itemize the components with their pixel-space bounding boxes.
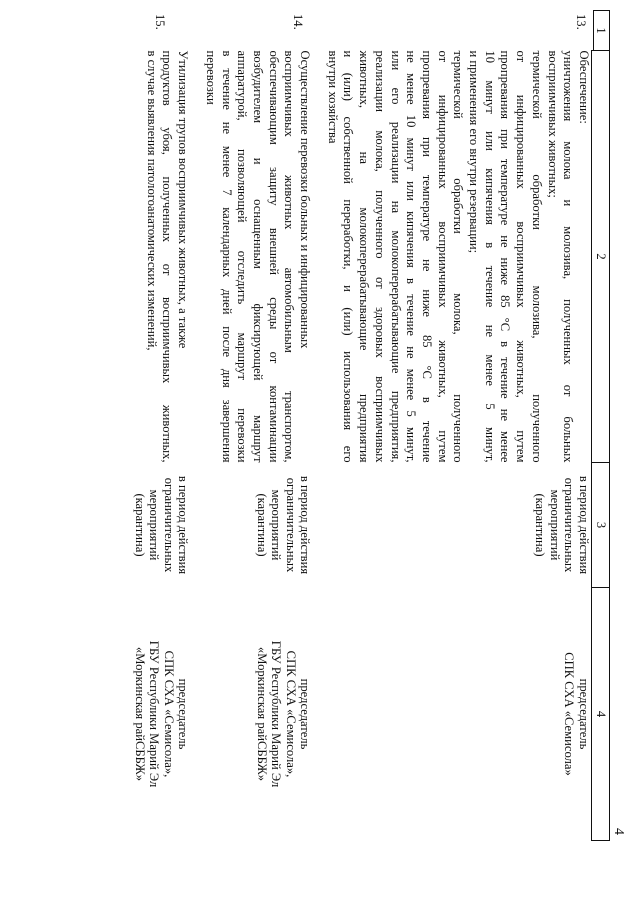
- term-line: в период действия: [298, 475, 313, 575]
- row-number: 15.: [153, 14, 167, 30]
- description-line: термической обработки молозива, полученного: [529, 50, 544, 463]
- description-line: реализации молока, полученного от здоровых восприимчивых: [372, 50, 387, 463]
- measure-term: [132, 463, 190, 588]
- column-header-2: 2: [592, 51, 610, 463]
- column-header-3: 3: [592, 463, 610, 588]
- row-number: 14.: [291, 14, 305, 30]
- description-line: Осуществление перевозки больных и инфицированных: [298, 50, 313, 349]
- measure-responsible: [202, 588, 312, 841]
- measure-description: [324, 51, 591, 463]
- description-line: восприимчивых животных автомобильным транспортом,: [282, 50, 297, 463]
- description-line: восприимчивых животных;: [545, 50, 560, 198]
- description-line: от инфицированных восприимчивых животных, путем: [435, 50, 450, 463]
- row-spacer: [190, 51, 202, 841]
- row-number: 13.: [574, 14, 588, 30]
- measure-description: [132, 51, 190, 463]
- description-line: внутри хозяйства: [325, 50, 340, 144]
- term-line: ограничительных: [562, 477, 577, 573]
- description-line: пропревания при температуре не ниже 85 °С в течение не менее: [498, 50, 513, 463]
- table-row: [324, 51, 591, 841]
- description-line: аппаратурой, позволяющей отследить маршрут перевозки: [235, 50, 250, 463]
- responsible-line: председатель: [298, 678, 313, 750]
- description-line: продуктов убоя, полученных от восприимчивых животных,: [160, 50, 175, 463]
- responsible-line: ГБУ Республики Марий Эл: [147, 640, 162, 788]
- term-line: ограничительных: [283, 477, 298, 573]
- table-row: [132, 51, 190, 841]
- column-header-1: 1: [593, 10, 610, 50]
- description-line: Обеспечение:: [577, 50, 591, 124]
- description-line: в течение не менее 7 календарных дней после дня завершения: [219, 50, 234, 463]
- description-line: в случае выявления патологоанатомических изменений,: [144, 50, 159, 351]
- measures-table: [132, 50, 610, 841]
- measure-description: [202, 51, 312, 463]
- column-header-4: 4: [592, 588, 610, 841]
- description-line: возбудителем и оснащенным фиксирующей маршрут: [250, 50, 265, 463]
- measure-term: [324, 463, 591, 588]
- responsible-line: ГБУ Республики Марий Эл: [269, 640, 284, 788]
- measure-responsible: [132, 588, 190, 841]
- description-line: пропревания при температуре не ниже 85 °С в течение: [419, 50, 434, 463]
- description-line: и применения его внутри резервации;: [467, 50, 482, 254]
- responsible-line: председатель: [577, 678, 591, 750]
- term-line: в период действия: [176, 475, 191, 575]
- description-line: уничтожения молока и молозива, полученных от больных: [561, 50, 576, 463]
- measure-responsible: [324, 588, 591, 841]
- responsible-line: «Моркинская райСББЖ»: [132, 646, 147, 782]
- description-line: Утилизация трупов восприимчивых животных, а также: [176, 50, 191, 349]
- page-number: 4: [611, 828, 626, 835]
- description-line: или его реализации на молокоперерабатывающие предприятия,: [388, 50, 403, 463]
- description-line: перевозки: [203, 50, 218, 105]
- description-line: от инфицированных восприимчивых животных, путем: [514, 50, 529, 463]
- description-line: не менее 10 минут или кипячения в течение не менее 5 минут,: [404, 50, 419, 463]
- responsible-line: СПК СХА «Семисола»,: [161, 650, 176, 778]
- term-line: мероприятий (карантина): [254, 489, 284, 561]
- table-header-row: [592, 51, 610, 841]
- term-line: в период действия: [577, 475, 591, 575]
- responsible-line: СПК СХА «Семисола»,: [283, 650, 298, 778]
- responsible-line: председатель: [176, 678, 191, 750]
- measure-term: [202, 463, 312, 588]
- description-line: животных, на молокоперерабатывающие предприятия: [357, 50, 372, 463]
- description-line: термической обработки молока, полученного: [451, 50, 466, 463]
- description-line: и (или) собственной переработки, и (или) использования его: [341, 50, 356, 463]
- term-line: мероприятий (карантина): [132, 489, 162, 561]
- row-spacer: [312, 51, 324, 841]
- responsible-line: «Моркинская райСББЖ»: [254, 646, 269, 782]
- table-row: [202, 51, 312, 841]
- responsible-line: СПК СХА «Семисола»: [562, 652, 577, 776]
- description-line: обеспечивающим защиту внешней среды от контаминации: [266, 50, 281, 463]
- description-line: 10 минут или кипячения в течение не менее 5 минут,: [482, 50, 497, 463]
- term-line: мероприятий (карантина): [533, 489, 562, 561]
- term-line: ограничительных: [161, 477, 176, 573]
